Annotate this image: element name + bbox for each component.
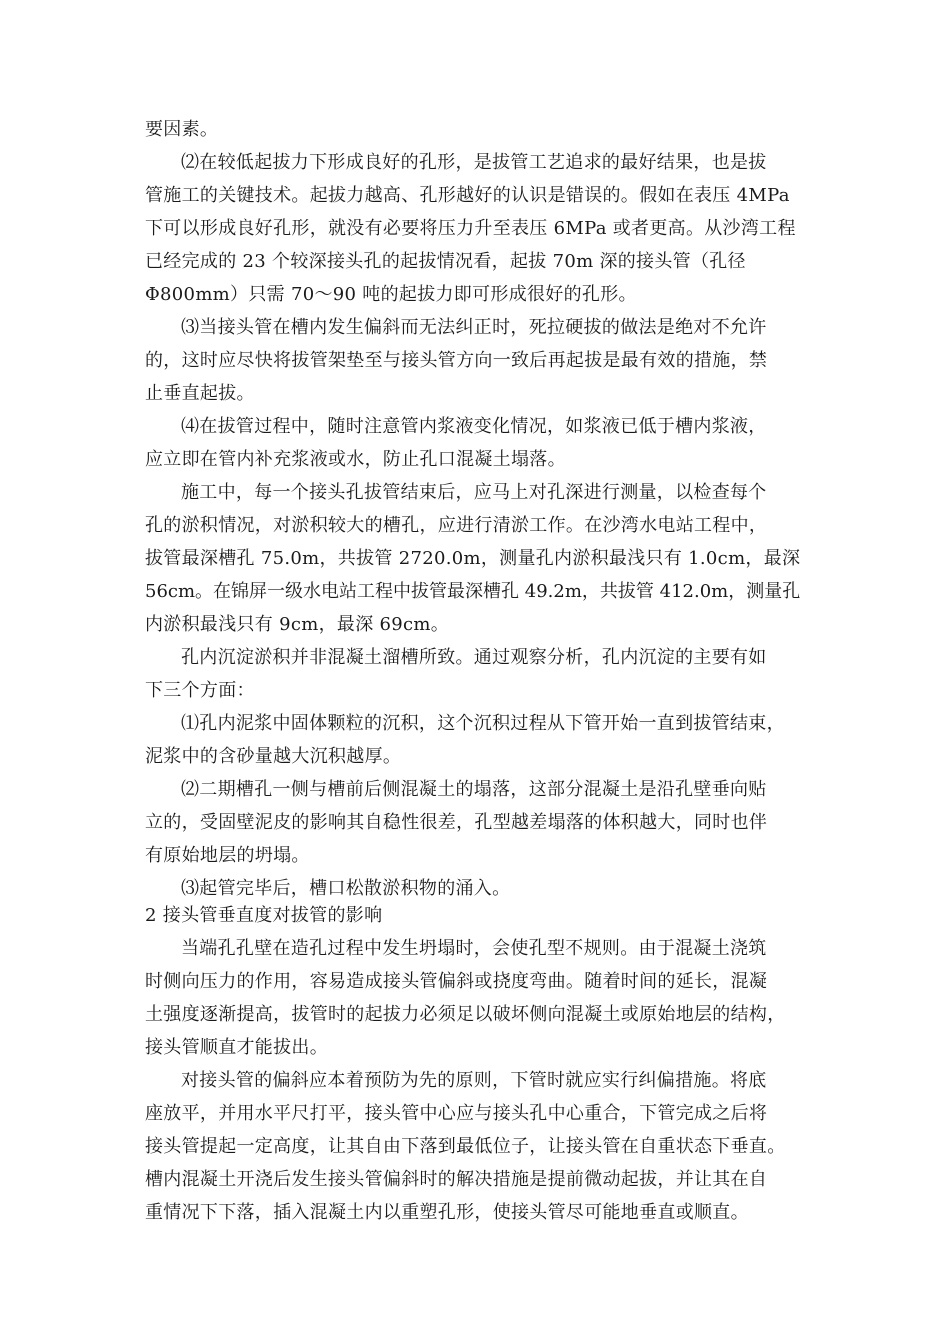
text-line: 泥浆中的含砂量越大沉积越厚。	[145, 746, 402, 767]
paragraph-line: ⑶当接头管在槽内发生偏斜而无法纠正时，死拉硬拔的做法是绝对不允许	[181, 317, 767, 338]
text-line: 应立即在管内补充浆液或水，防止孔口混凝土塌落。	[145, 449, 566, 470]
text-line: Φ800mm）只需 70～90 吨的起拔力即可形成很好的孔形。	[145, 284, 637, 305]
text-line: 时侧向压力的作用，容易造成接头管偏斜或挠度弯曲。随着时间的延长，混凝	[145, 971, 768, 992]
text-line: 拔管最深槽孔 75.0m，共拔管 2720.0m，测量孔内淤积最浅只有 1.0cm，最深	[145, 548, 801, 569]
text-line: 孔的淤积情况，对淤积较大的槽孔，应进行清淤工作。在沙湾水电站工程中，	[145, 515, 768, 536]
text-line: 要因素。	[145, 119, 219, 140]
section-heading: 2 接头管垂直度对拔管的影响	[145, 905, 383, 926]
text-line: 的，这时应尽快将拔管架垫至与接头管方向一致后再起拔是最有效的措施，禁	[145, 350, 768, 371]
paragraph-line: ⑴孔内泥浆中固体颗粒的沉积，这个沉积过程从下管开始一直到拔管结束，	[181, 713, 785, 734]
text-line: 接头管提起一定高度，让其自由下落到最低位子，让接头管在自重状态下垂直。	[145, 1136, 786, 1157]
text-line: 止垂直起拔。	[145, 383, 255, 404]
paragraph-line: ⑵在较低起拔力下形成良好的孔形，是拔管工艺追求的最好结果，也是拔	[181, 152, 767, 173]
paragraph-line: 对接头管的偏斜应本着预防为先的原则，下管时就应实行纠偏措施。将底	[181, 1070, 767, 1091]
text-line: 接头管顺直才能拔出。	[145, 1037, 328, 1058]
paragraph-line: ⑶起管完毕后，槽口松散淤积物的涌入。	[181, 878, 511, 899]
text-line: 内淤积最浅只有 9cm，最深 69cm。	[145, 614, 450, 635]
text-line: 土强度逐渐提高，拔管时的起拔力必须足以破坏侧向混凝土或原始地层的结构，	[145, 1004, 786, 1025]
paragraph-line: ⑷在拔管过程中，随时注意管内浆液变化情况，如浆液已低于槽内浆液，	[181, 416, 767, 437]
text-line: 56cm。在锦屏一级水电站工程中拔管最深槽孔 49.2m，共拔管 412.0m，测量孔	[145, 581, 801, 602]
text-line: 下可以形成良好孔形，就没有必要将压力升至表压 6MPa 或者更高。从沙湾工程	[145, 218, 796, 239]
text-line: 槽内混凝土开浇后发生接头管偏斜时的解决措施是提前微动起拔，并让其在自	[145, 1169, 768, 1190]
text-line: 重情况下下落，插入混凝土内以重塑孔形，使接头管尽可能地垂直或顺直。	[145, 1202, 749, 1223]
text-line: 管施工的关键技术。起拔力越高、孔形越好的认识是错误的。假如在表压 4MPa	[145, 185, 790, 206]
text-line: 座放平，并用水平尺打平，接头管中心应与接头孔中心重合，下管完成之后将	[145, 1103, 768, 1124]
paragraph-line: 当端孔孔壁在造孔过程中发生坍塌时，会使孔型不规则。由于混凝土浇筑	[181, 938, 767, 959]
text-line: 已经完成的 23 个较深接头孔的起拔情况看，起拔 70m 深的接头管（孔径	[145, 251, 746, 272]
text-line: 下三个方面：	[145, 680, 255, 701]
paragraph-line: 施工中，每一个接头孔拔管结束后，应马上对孔深进行测量，以检查每个	[181, 482, 767, 503]
text-line: 立的，受固壁泥皮的影响其自稳性很差，孔型越差塌落的体积越大，同时也伴	[145, 812, 768, 833]
paragraph-line: ⑵二期槽孔一侧与槽前后侧混凝土的塌落，这部分混凝土是沿孔壁垂向贴	[181, 779, 767, 800]
text-line: 有原始地层的坍塌。	[145, 845, 310, 866]
paragraph-line: 孔内沉淀淤积并非混凝土溜槽所致。通过观察分析，孔内沉淀的主要有如	[181, 647, 767, 668]
